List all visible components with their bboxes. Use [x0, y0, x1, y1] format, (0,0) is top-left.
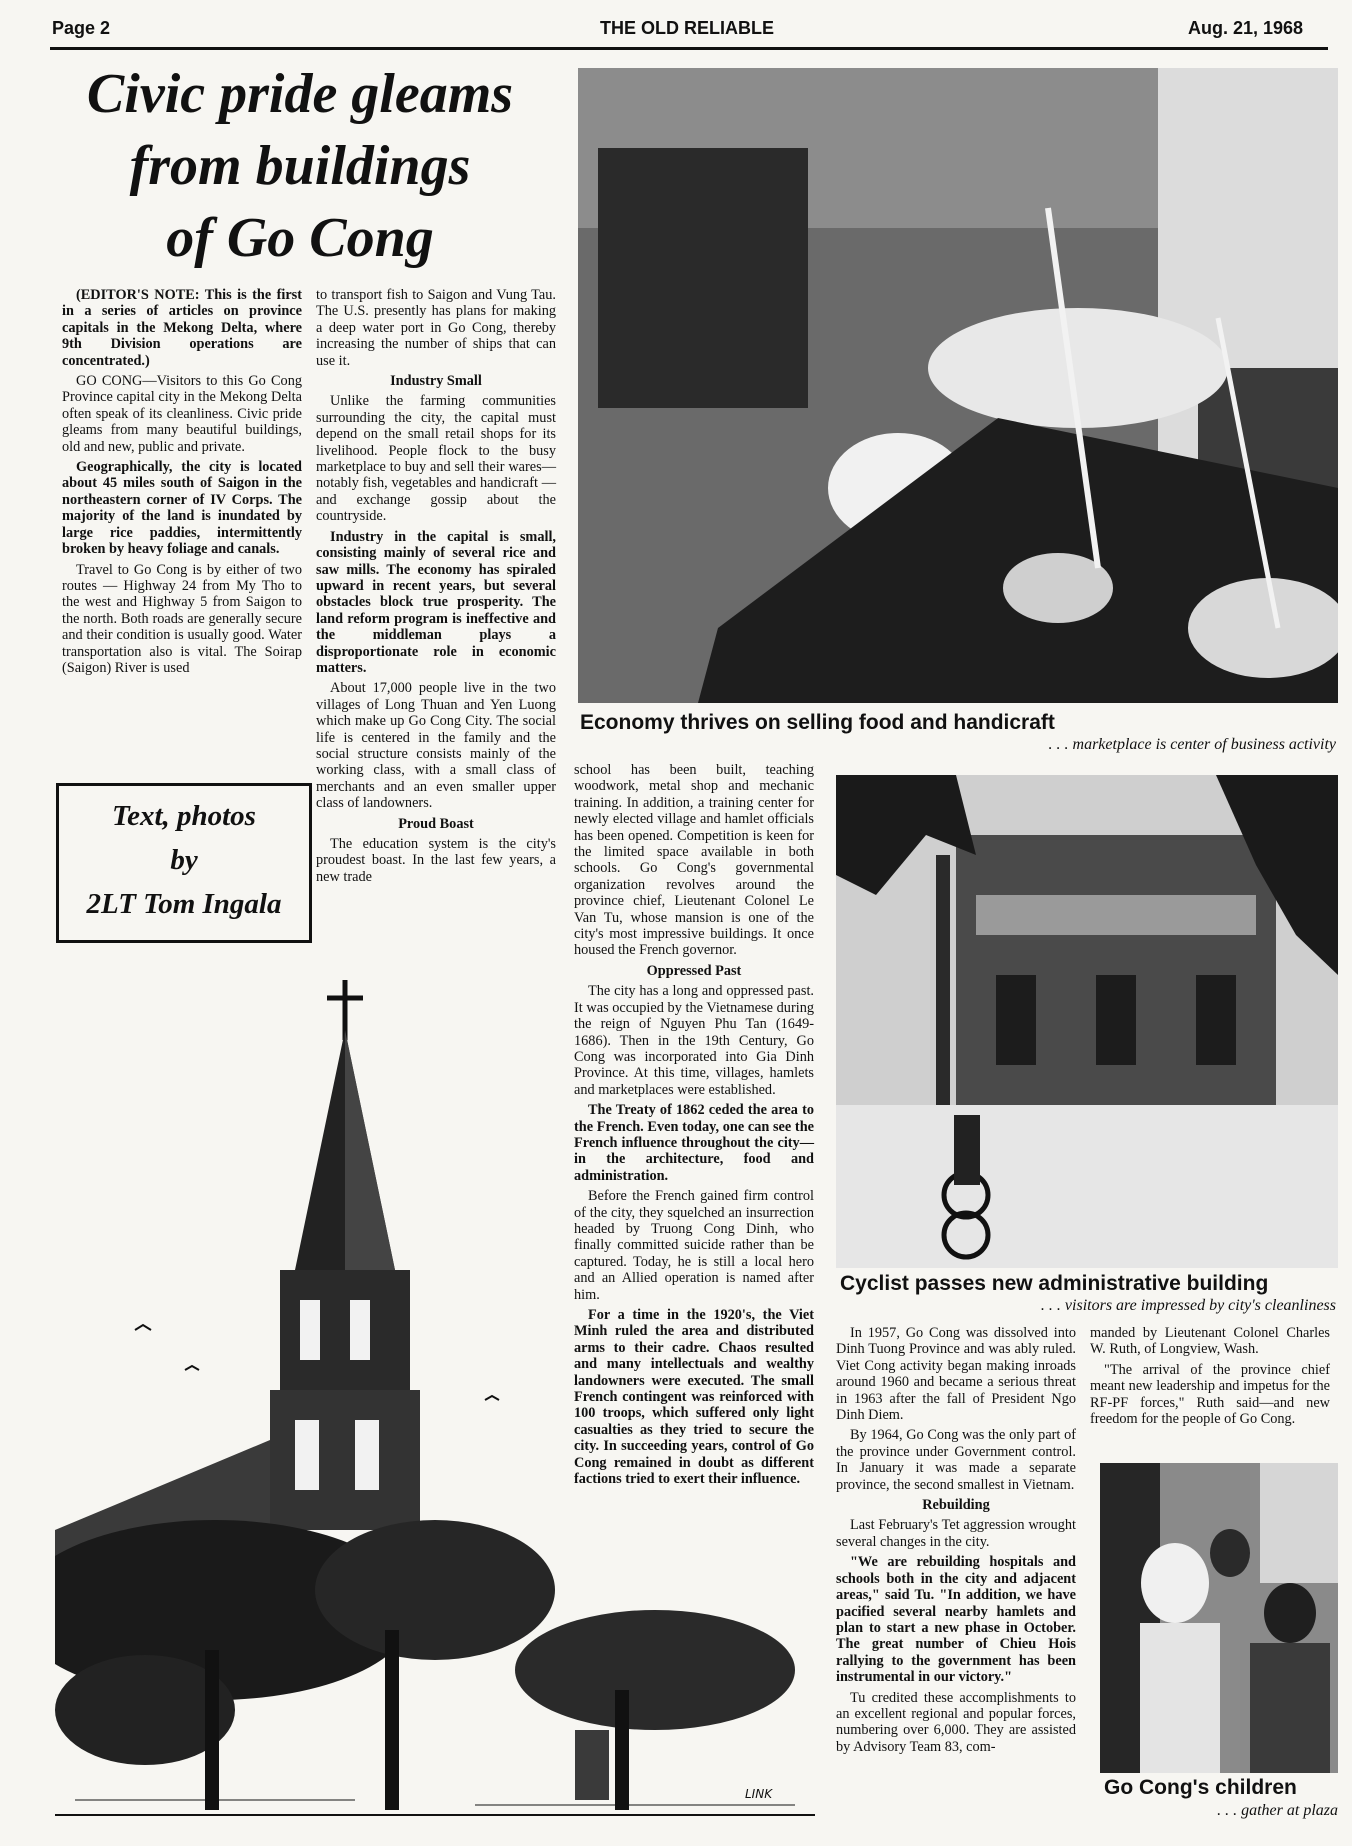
- subheading: Proud Boast: [398, 815, 474, 832]
- header-rule: [50, 47, 1328, 50]
- sketch-signature: LINK: [745, 1787, 773, 1801]
- article-column-1: [62, 287, 302, 680]
- article-paragraph: Unlike the farming communities surrounding the city, the capital must depend on the small retail shops for its livelihood. People flock to the busy marketplace to buy and sell their wares—notably fish, vegetables and handicraft — and exchange gossip about the countryside.: [316, 393, 556, 525]
- church-sketch-illustration: [55, 970, 815, 1830]
- cyclist-photo: [836, 775, 1338, 1268]
- children-caption-title: Go Cong's children: [1104, 1776, 1297, 1799]
- subheading: Industry Small: [390, 373, 482, 390]
- headline: [50, 58, 550, 274]
- issue-date: Aug. 21, 1968: [1188, 18, 1304, 38]
- article-paragraph: "We are rebuilding hospitals and schools both in the city and adjacent areas," said Tu. "In addition, we have pacified several nearby hamlets and plan to start a new phase in October. The great number of Chieu Hois rallying to the government has been instrumental in our victory.": [836, 1554, 1076, 1686]
- marketplace-photo: [578, 68, 1338, 703]
- subheading: Rebuilding: [922, 1497, 990, 1514]
- credit-line-2: by: [170, 844, 198, 876]
- photo-credit-box: [56, 783, 312, 943]
- article-paragraph: manded by Lieutenant Colonel Charles W. Ruth, of Longview, Wash.: [1090, 1325, 1330, 1358]
- article-paragraph: Before the French gained firm control of the city, they squelched an insurrection headed by Truong Cong Dinh, who finally committed suicide rather than be captured. Today, he is still a local hero and an Allied operation is named after him.: [574, 1188, 814, 1303]
- cyclist-caption-sub: . . . visitors are impressed by city's cleanliness: [1040, 1297, 1336, 1314]
- article-paragraph: About 17,000 people live in the two villages of Long Thuan and Yen Luong which make up Go Cong City. The social life is centered in the family and the social structure consists mainly of the working class, with a small class of merchants and an even smaller upper class of landowners.: [316, 680, 556, 812]
- article-paragraph: The Treaty of 1862 ceded the area to the French. Even today, one can see the French influence throughout the city—in the architecture, food and administration.: [574, 1102, 814, 1184]
- marketplace-caption-title: Economy thrives on selling food and handicraft: [580, 711, 1055, 734]
- article-column-2: [316, 287, 556, 889]
- article-paragraph: The city has a long and oppressed past. It was occupied by the Vietnamese during the reign of Nguyen Phu Tan (1649-1686). Then in the 19th Century, Go Cong was incorporated into Gia Dinh Province. At this time, villages, hamlets and marketplaces were established.: [574, 983, 814, 1098]
- subheading: Oppressed Past: [646, 962, 742, 979]
- headline-line-2: from buildings: [129, 135, 471, 197]
- headline-line-3: of Go Cong: [166, 207, 434, 269]
- article-column-5: [1090, 1325, 1330, 1431]
- article-paragraph: For a time in the 1920's, the Viet Minh ruled the area and distributed arms to their cadre. Chaos resulted and many intellectuals and wealthy landowners were executed. The small French contingent was reinforced with 100 troops, which suffered only light casualties as they tried to secure the city. In succeeding years, control of Go Cong remained in doubt as different factions tried to exert their influence.: [574, 1307, 814, 1488]
- article-column-4: [836, 1325, 1076, 1759]
- article-paragraph: By 1964, Go Cong was the only part of the province under Government control. In January it was made a separate province, the second smallest in Vietnam.: [836, 1427, 1076, 1493]
- credit-line-3: 2LT Tom Ingala: [86, 888, 282, 920]
- article-paragraph: Geographically, the city is located about 45 miles south of Saigon in the northeastern corner of IV Corps. The majority of the land is inundated by large rice paddies, intermittently broken by heavy foliage and canals.: [62, 459, 302, 558]
- cyclist-caption-title: Cyclist passes new administrative building: [840, 1272, 1269, 1295]
- article-paragraph: Tu credited these accomplishments to an excellent regional and popular forces, numbering over 6,000. They are assisted by Advisory Team 83, com-: [836, 1689, 1076, 1755]
- article-paragraph: "The arrival of the province chief meant new leadership and impetus for the RF-PF forces," Ruth said—and new freedom for the people of Go Cong.: [1090, 1361, 1330, 1428]
- children-photo: [1100, 1463, 1338, 1773]
- article-paragraph: Industry in the capital is small, consisting mainly of several rice and saw mills. The economy has spiraled upward in recent years, but several obstacles block true prosperity. The land reform program is ineffective and the middleman plays a disproportionate role in economic matters.: [316, 528, 556, 676]
- headline-line-1: Civic pride gleams: [86, 63, 514, 125]
- article-paragraph: to transport fish to Saigon and Vung Tau. The U.S. presently has plans for making a deep water port in Go Cong, thereby increasing the number of ships that can use it.: [316, 287, 556, 369]
- article-paragraph: GO CONG—Visitors to this Go Cong Province capital city in the Mekong Delta often speak of its cleanliness. Civic pride gleams from many beautiful buildings, old and new, public and private.: [62, 373, 302, 455]
- credit-line-1: Text, photos: [112, 800, 256, 832]
- article-paragraph: (EDITOR'S NOTE: This is the first in a series of articles on province capitals in the Mekong Delta, where 9th Division operations are concentrated.): [62, 287, 302, 369]
- children-caption-sub: . . . gather at plaza: [1217, 1802, 1338, 1819]
- marketplace-caption-sub: . . . marketplace is center of business activity: [1048, 736, 1336, 753]
- article-paragraph: The education system is the city's proudest boast. In the last few years, a new trade: [316, 836, 556, 885]
- article-paragraph: school has been built, teaching woodwork, metal shop and mechanic training. In addition, a training center for newly elected village and hamlet officials has been opened. Competition is keen for the limited space available in both schools. Go Cong's governmental organization revolves around the province chief, Lieutenant Colonel Le Van Tu, whose mansion is one of the city's most impressive buildings. It once housed the French governor.: [574, 762, 814, 959]
- newspaper-name: THE OLD RELIABLE: [600, 18, 774, 38]
- article-paragraph: In 1957, Go Cong was dissolved into Dinh Tuong Province and was ably ruled. Viet Cong activity began making inroads around 1960 and became a serious threat in 1963 after the fall of President Ngo Dinh Diem.: [836, 1325, 1076, 1424]
- article-paragraph: Travel to Go Cong is by either of two routes — Highway 24 from My Tho to the west and Highway 5 from Saigon to the north. Both roads are generally secure and their condition is usually good. Water transportation also is vital. The Soirap (Saigon) River is used: [62, 561, 302, 676]
- article-paragraph: Last February's Tet aggression wrought several changes in the city.: [836, 1517, 1076, 1550]
- page-number: Page 2: [52, 18, 111, 38]
